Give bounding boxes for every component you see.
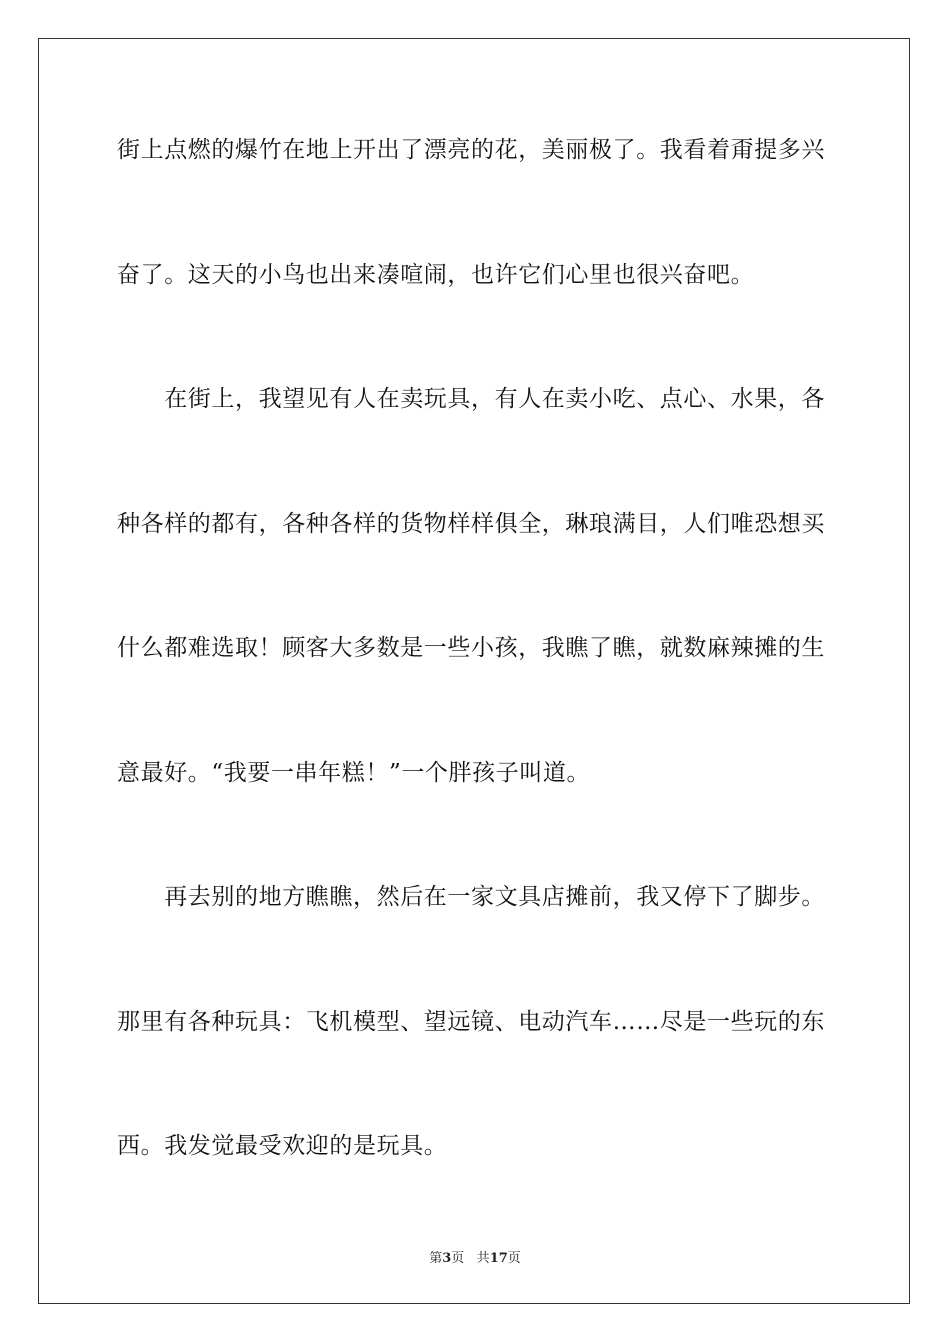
total-pages: 17 — [489, 1251, 508, 1266]
text-line-9: 西。我发觉最受欢迎的是玩具。 — [117, 1133, 448, 1159]
total-suffix: 页 — [507, 1251, 521, 1266]
text-line-5: 什么都难选取！顾客大多数是一些小孩，我瞧了瞧，就数麻辣摊的生 — [117, 635, 825, 661]
text-line-6: 意最好。“我要一串年糕！”一个胖孩子叫道。 — [117, 760, 591, 786]
page-number: 3 — [442, 1251, 452, 1266]
text-line-4: 种各样的都有，各种各样的货物样样俱全，琳琅满目，人们唯恐想买 — [117, 511, 825, 537]
page-suffix: 页 — [451, 1251, 465, 1266]
page-prefix: 第 — [429, 1251, 443, 1266]
page-frame — [38, 38, 910, 1304]
text-line-8: 那里有各种玩具：飞机模型、望远镜、电动汽车……尽是一些玩的东 — [117, 1009, 825, 1035]
text-line-3: 在街上，我望见有人在卖玩具，有人在卖小吃、点心、水果，各 — [117, 386, 825, 412]
text-line-7: 再去别的地方瞧瞧，然后在一家文具店摊前，我又停下了脚步。 — [117, 884, 825, 910]
text-line-1: 街上点燃的爆竹在地上开出了漂亮的花，美丽极了。我看着甭提多兴 — [117, 137, 825, 163]
page-footer — [0, 1247, 950, 1266]
text-line-2: 奋了。这天的小鸟也出来凑喧闹，也许它们心里也很兴奋吧。 — [117, 262, 755, 288]
total-prefix: 共 — [476, 1251, 490, 1266]
